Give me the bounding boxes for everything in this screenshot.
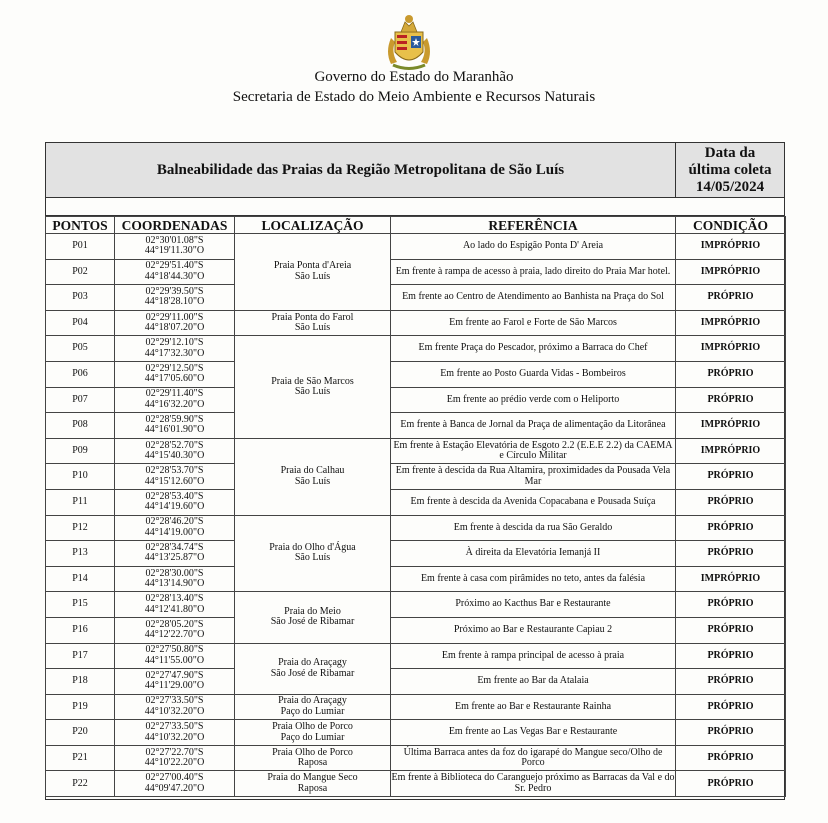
column-header-pontos: PONTOS bbox=[46, 217, 115, 234]
longitude: 44°11'29.00"O bbox=[144, 680, 205, 692]
condition-badge: PRÓPRIO bbox=[676, 720, 786, 746]
beach-name: Praia Ponta do Farol bbox=[271, 311, 354, 323]
longitude: 44°17'32.30"O bbox=[144, 347, 205, 359]
coordinates bbox=[115, 566, 235, 592]
coordinates bbox=[115, 669, 235, 695]
condition-badge: IMPRÓPRIO bbox=[676, 438, 786, 464]
condition-badge: PRÓPRIO bbox=[676, 361, 786, 387]
reference: Em frente ao Bar e Restaurante Rainha bbox=[391, 694, 676, 720]
latitude: 02°29'39.50"S bbox=[145, 285, 204, 297]
longitude: 44°10'32.20"O bbox=[144, 731, 205, 743]
beach-name: Praia do Araçagy bbox=[278, 657, 347, 669]
condition-badge: PRÓPRIO bbox=[676, 285, 786, 311]
longitude: 44°12'41.80"O bbox=[144, 603, 205, 615]
coordinates bbox=[115, 259, 235, 285]
city-name: São Luís bbox=[294, 475, 331, 487]
location bbox=[235, 771, 391, 797]
condition-badge: PRÓPRIO bbox=[676, 541, 786, 567]
location bbox=[235, 438, 391, 515]
table-row bbox=[46, 464, 786, 490]
beach-name: Praia do Olho d'Água bbox=[269, 541, 356, 553]
column-header-condicao: CONDIÇÃO bbox=[676, 217, 786, 234]
reference: Em frente à rampa principal de acesso à praia bbox=[391, 643, 676, 669]
condition-badge: PRÓPRIO bbox=[676, 592, 786, 618]
table-row bbox=[46, 438, 786, 464]
beach-name: Praia do Mangue Seco bbox=[267, 772, 358, 784]
location bbox=[235, 720, 391, 746]
reference: Em frente à casa com pirâmides no teto, antes da falésia bbox=[391, 566, 676, 592]
government-name: Governo do Estado do Maranhão bbox=[314, 69, 514, 85]
point-id: P09 bbox=[46, 438, 115, 464]
point-id: P03 bbox=[46, 285, 115, 311]
latitude: 02°29'51.40"S bbox=[145, 260, 204, 272]
beach-name: Praia do Calhau bbox=[280, 465, 345, 477]
table-row bbox=[46, 234, 786, 260]
reference: Em frente à Biblioteca do Caranguejo próximo as Barracas da Val e do Sr. Pedro bbox=[391, 771, 676, 797]
longitude: 44°19'11.30"O bbox=[144, 245, 205, 257]
latitude: 02°28'30.00"S bbox=[145, 567, 204, 579]
location bbox=[235, 234, 391, 311]
reference: Última Barraca antes da foz do igarapé do Mangue seco/Olho de Porco bbox=[391, 745, 676, 771]
latitude: 02°27'33.50"S bbox=[145, 695, 204, 707]
latitude: 02°29'11.00"S bbox=[145, 311, 204, 323]
city-name: São Luís bbox=[294, 270, 331, 282]
reference: Em frente ao Bar da Atalaia bbox=[391, 669, 676, 695]
beach-name: Praia do Meio bbox=[284, 605, 341, 617]
city-name: São Luís bbox=[294, 552, 331, 564]
longitude: 44°13'14.90"O bbox=[144, 578, 205, 590]
point-id: P20 bbox=[46, 720, 115, 746]
condition-badge: IMPRÓPRIO bbox=[676, 566, 786, 592]
table-row bbox=[46, 361, 786, 387]
table-row bbox=[46, 745, 786, 771]
latitude: 02°28'13.40"S bbox=[145, 593, 204, 605]
coordinates bbox=[115, 643, 235, 669]
table-header-row bbox=[46, 217, 786, 234]
location bbox=[235, 336, 391, 438]
point-id: P13 bbox=[46, 541, 115, 567]
column-header-coordenadas: COORDENADAS bbox=[115, 217, 235, 234]
latitude: 02°27'33.50"S bbox=[145, 721, 204, 733]
latitude: 02°30'01.08"S bbox=[145, 234, 204, 246]
city-name: São José de Ribamar bbox=[270, 667, 355, 679]
point-id: P16 bbox=[46, 617, 115, 643]
reference: Em frente ao prédio verde com o Heliporto bbox=[391, 387, 676, 413]
latitude: 02°29'12.50"S bbox=[145, 362, 204, 374]
point-id: P19 bbox=[46, 694, 115, 720]
secretariat-name: Secretaria de Estado do Meio Ambiente e Recursos Naturais bbox=[232, 89, 596, 105]
condition-badge: IMPRÓPRIO bbox=[676, 413, 786, 439]
city-name: Paço do Lumiar bbox=[280, 705, 345, 717]
point-id: P17 bbox=[46, 643, 115, 669]
longitude: 44°18'07.20"O bbox=[144, 322, 205, 334]
coat-of-arms-icon bbox=[381, 12, 437, 72]
longitude: 44°18'28.10"O bbox=[144, 296, 205, 308]
last-collection-date bbox=[676, 143, 784, 197]
condition-badge: PRÓPRIO bbox=[676, 464, 786, 490]
longitude: 44°14'19.60"O bbox=[144, 501, 205, 513]
table-row bbox=[46, 720, 786, 746]
condition-badge: PRÓPRIO bbox=[676, 515, 786, 541]
point-id: P02 bbox=[46, 259, 115, 285]
longitude: 44°18'44.30"O bbox=[144, 270, 205, 282]
longitude: 44°17'05.60"O bbox=[144, 373, 205, 385]
date-label-line2: última coleta bbox=[688, 161, 772, 178]
coordinates bbox=[115, 438, 235, 464]
table-row bbox=[46, 643, 786, 669]
location bbox=[235, 745, 391, 771]
reference: Em frente ao Posto Guarda Vidas - Bombeiros bbox=[391, 361, 676, 387]
table-row bbox=[46, 310, 786, 336]
coordinates bbox=[115, 285, 235, 311]
reference: Ao lado do Espigão Ponta D' Areia bbox=[391, 234, 676, 260]
longitude: 44°11'55.00"O bbox=[144, 654, 205, 666]
header-bottom-rule bbox=[45, 197, 785, 198]
location bbox=[235, 643, 391, 694]
table-row bbox=[46, 336, 786, 362]
table-row bbox=[46, 515, 786, 541]
table-row bbox=[46, 566, 786, 592]
column-header-localizacao: LOCALIZAÇÃO bbox=[235, 217, 391, 234]
condition-badge: PRÓPRIO bbox=[676, 617, 786, 643]
city-name: Paço do Lumiar bbox=[280, 731, 345, 743]
beach-name: Praia do Araçagy bbox=[278, 695, 347, 707]
location bbox=[235, 592, 391, 643]
table-row bbox=[46, 771, 786, 797]
table-row bbox=[46, 489, 786, 515]
longitude: 44°16'32.20"O bbox=[144, 398, 205, 410]
table-row bbox=[46, 259, 786, 285]
reference: Em frente à descida da Rua Altamira, proximidades da Pousada Vela Mar bbox=[391, 464, 676, 490]
table-row bbox=[46, 669, 786, 695]
table-row bbox=[46, 387, 786, 413]
latitude: 02°28'34.74"S bbox=[145, 541, 204, 553]
point-id: P15 bbox=[46, 592, 115, 618]
city-name: São Luís bbox=[294, 386, 331, 398]
beach-name: Praia Ponta d'Areia bbox=[273, 260, 352, 272]
table-row bbox=[46, 592, 786, 618]
table-row bbox=[46, 617, 786, 643]
latitude: 02°27'50.80"S bbox=[145, 644, 204, 656]
condition-badge: PRÓPRIO bbox=[676, 387, 786, 413]
coordinates bbox=[115, 592, 235, 618]
latitude: 02°29'12.10"S bbox=[145, 337, 204, 349]
point-id: P07 bbox=[46, 387, 115, 413]
point-id: P18 bbox=[46, 669, 115, 695]
coordinates bbox=[115, 489, 235, 515]
beach-name: Praia Olho de Porco bbox=[272, 746, 353, 758]
longitude: 44°14'19.00"O bbox=[144, 526, 205, 538]
reference: Em frente ao Farol e Forte de São Marcos bbox=[391, 310, 676, 336]
report-title: Balneabilidade das Praias da Região Metropolitana de São Luís bbox=[156, 161, 565, 178]
coordinates bbox=[115, 745, 235, 771]
condition-badge: PRÓPRIO bbox=[676, 643, 786, 669]
latitude: 02°28'46.20"S bbox=[145, 516, 204, 528]
reference: À direita da Elevatória Iemanjá II bbox=[391, 541, 676, 567]
latitude: 02°27'22.70"S bbox=[145, 746, 204, 758]
city-name: São Luís bbox=[294, 322, 331, 334]
coordinates bbox=[115, 720, 235, 746]
longitude: 44°10'32.20"O bbox=[144, 705, 205, 717]
city-name: Raposa bbox=[297, 757, 328, 769]
coordinates bbox=[115, 694, 235, 720]
latitude: 02°29'11.40"S bbox=[145, 388, 204, 400]
coordinates bbox=[115, 336, 235, 362]
latitude: 02°27'00.40"S bbox=[145, 772, 204, 784]
location bbox=[235, 310, 391, 336]
longitude: 44°13'25.87"O bbox=[144, 552, 205, 564]
latitude: 02°28'59.90"S bbox=[145, 413, 204, 425]
point-id: P10 bbox=[46, 464, 115, 490]
reference: Em frente à Estação Elevatória de Esgoto 2.2 (E.E.E 2.2) da CAEMA e Círculo Militar bbox=[391, 438, 676, 464]
longitude: 44°15'12.60"O bbox=[144, 475, 205, 487]
point-id: P05 bbox=[46, 336, 115, 362]
condition-badge: PRÓPRIO bbox=[676, 489, 786, 515]
point-id: P12 bbox=[46, 515, 115, 541]
date-label-line1: Data da bbox=[704, 144, 756, 161]
table-row bbox=[46, 413, 786, 439]
reference: Em frente ao Las Vegas Bar e Restaurante bbox=[391, 720, 676, 746]
table-row bbox=[46, 694, 786, 720]
condition-badge: PRÓPRIO bbox=[676, 694, 786, 720]
beach-name: Praia Olho de Porco bbox=[272, 721, 353, 733]
condition-badge: IMPRÓPRIO bbox=[676, 234, 786, 260]
condition-badge: IMPRÓPRIO bbox=[676, 310, 786, 336]
longitude: 44°09'47.20"O bbox=[144, 782, 205, 794]
point-id: P22 bbox=[46, 771, 115, 797]
coordinates bbox=[115, 310, 235, 336]
coordinates bbox=[115, 771, 235, 797]
point-id: P14 bbox=[46, 566, 115, 592]
latitude: 02°28'52.70"S bbox=[145, 439, 204, 451]
location bbox=[235, 515, 391, 592]
latitude: 02°27'47.90"S bbox=[145, 669, 204, 681]
coordinates bbox=[115, 515, 235, 541]
condition-badge: PRÓPRIO bbox=[676, 745, 786, 771]
coordinates bbox=[115, 464, 235, 490]
reference: Em frente à descida da Avenida Copacabana e Pousada Suíça bbox=[391, 489, 676, 515]
condition-badge: PRÓPRIO bbox=[676, 669, 786, 695]
point-id: P01 bbox=[46, 234, 115, 260]
reference: Em frente Praça do Pescador, próximo a Barraca do Chef bbox=[391, 336, 676, 362]
reference: Em frente à descida da rua São Geraldo bbox=[391, 515, 676, 541]
table-row bbox=[46, 285, 786, 311]
condition-badge: PRÓPRIO bbox=[676, 771, 786, 797]
coordinates bbox=[115, 361, 235, 387]
reference: Em frente à Banca de Jornal da Praça de alimentação da Litorânea bbox=[391, 413, 676, 439]
coordinates bbox=[115, 617, 235, 643]
longitude: 44°15'40.30"O bbox=[144, 450, 205, 462]
date-value: 14/05/2024 bbox=[695, 178, 765, 195]
condition-badge: IMPRÓPRIO bbox=[676, 259, 786, 285]
latitude: 02°28'05.20"S bbox=[145, 618, 204, 630]
coordinates bbox=[115, 234, 235, 260]
point-id: P08 bbox=[46, 413, 115, 439]
column-header-referencia: REFERÊNCIA bbox=[391, 217, 676, 234]
location bbox=[235, 694, 391, 720]
table-row bbox=[46, 541, 786, 567]
latitude: 02°28'53.40"S bbox=[145, 490, 204, 502]
condition-badge: IMPRÓPRIO bbox=[676, 336, 786, 362]
longitude: 44°12'22.70"O bbox=[144, 629, 205, 641]
point-id: P11 bbox=[46, 489, 115, 515]
point-id: P21 bbox=[46, 745, 115, 771]
longitude: 44°16'01.90"O bbox=[144, 424, 205, 436]
beach-name: Praia de São Marcos bbox=[271, 375, 354, 387]
beach-quality-table bbox=[45, 216, 786, 797]
coordinates bbox=[115, 413, 235, 439]
city-name: Raposa bbox=[297, 782, 328, 794]
coordinates bbox=[115, 387, 235, 413]
longitude: 44°10'22.20"O bbox=[144, 757, 205, 769]
reference: Próximo ao Kacthus Bar e Restaurante bbox=[391, 592, 676, 618]
reference: Em frente ao Centro de Atendimento ao Banhista na Praça do Sol bbox=[391, 285, 676, 311]
reference: Próximo ao Bar e Restaurante Capiau 2 bbox=[391, 617, 676, 643]
latitude: 02°28'53.70"S bbox=[145, 465, 204, 477]
point-id: P04 bbox=[46, 310, 115, 336]
point-id: P06 bbox=[46, 361, 115, 387]
coordinates bbox=[115, 541, 235, 567]
city-name: São José de Ribamar bbox=[270, 616, 355, 628]
reference: Em frente à rampa de acesso à praia, lado direito do Praia Mar hotel. bbox=[391, 259, 676, 285]
